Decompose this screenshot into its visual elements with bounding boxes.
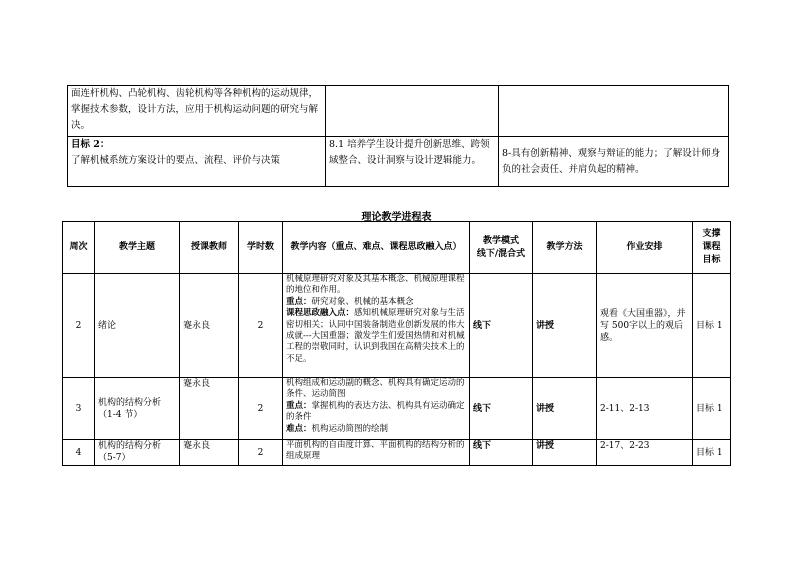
content-key <box>286 297 466 308</box>
progress-table-caption: 理论教学进程表 <box>361 212 432 223</box>
mode-cell: 线下 <box>470 274 533 378</box>
topic-cell: 绪论 <box>95 274 180 378</box>
header-content: 教学内容（重点、难点、课程思政融入点） <box>283 222 470 274</box>
key-text: 掌握机构的表达方法、机构具有运动确定的条件 <box>286 400 465 423</box>
header-mode <box>470 222 533 274</box>
table-row <box>63 440 731 466</box>
objectives-row <box>68 86 729 137</box>
header-hours: 学时数 <box>239 222 283 274</box>
header-teacher: 授课教师 <box>180 222 239 274</box>
content-intro: 机械原理研究对象及其基本概念、机械原理课程的地位和作用。 <box>286 274 465 296</box>
teacher-cell: 蹇永良 <box>180 274 239 378</box>
header-target-line2: 课程 <box>702 242 721 252</box>
teacher-cell: 蹇永良 <box>180 378 239 440</box>
content-ideology <box>286 308 466 365</box>
week-cell: 3 <box>63 378 95 440</box>
header-mode-line2: 线下/混合式 <box>476 248 526 259</box>
header-target-line3: 目标 <box>702 255 721 265</box>
content-intro: 机构组成和运动副的概念、机构具有确定运动的条件、运动简图 <box>286 378 465 400</box>
objective-2-cell <box>68 137 326 187</box>
topic-cell: 机构的结构分析（1-4 节） <box>95 378 180 440</box>
difficulty-label: 难点： <box>286 423 312 434</box>
objective-1-requirement <box>499 86 729 137</box>
homework-cell: 2-11、2-13 <box>597 378 693 440</box>
homework-cell: 观看《大国重器》，并写 500字以上的观后感。 <box>597 274 693 378</box>
hours-cell: 2 <box>239 378 283 440</box>
header-target-line1: 支撑 <box>702 229 721 239</box>
method-cell: 讲授 <box>533 274 597 378</box>
header-method: 教学方法 <box>533 222 597 274</box>
objective-1-indicator <box>326 86 499 137</box>
difficulty-text: 机构运动简图的绘制 <box>311 423 389 434</box>
method-cell: 讲授 <box>533 440 597 466</box>
header-week: 周次 <box>63 222 95 274</box>
header-mode-line1: 教学模式 <box>482 235 519 246</box>
content-cell <box>283 378 470 440</box>
target-cell: 目标 1 <box>693 378 731 440</box>
content-cell <box>283 274 470 378</box>
teacher-cell: 蹇永良 <box>180 440 239 466</box>
week-cell: 2 <box>63 274 95 378</box>
target-cell: 目标 1 <box>693 274 731 378</box>
topic-cell: 机构的结构分析（5-7） <box>95 440 180 466</box>
key-text: 研究对象、机械的基本概念 <box>311 296 414 307</box>
content-difficulty <box>286 424 466 435</box>
key-label: 重点： <box>286 400 312 411</box>
table-row <box>63 274 731 378</box>
target-cell: 目标 1 <box>693 440 731 466</box>
week-cell: 4 <box>63 440 95 466</box>
mode-cell: 线下 <box>470 440 533 466</box>
hours-cell: 2 <box>239 440 283 466</box>
key-label: 重点： <box>286 296 312 307</box>
objectives-table <box>67 85 729 187</box>
hours-cell: 2 <box>239 274 283 378</box>
header-target <box>693 222 731 274</box>
objective-1-text: 面连杆机构、凸轮机构、齿轮机构等各种机构的运动规律，掌握技术参数，设计方法，应用于机构运动问题的研究与解决。 <box>68 86 326 137</box>
table-row <box>63 378 731 440</box>
header-homework: 作业安排 <box>597 222 693 274</box>
method-cell: 讲授 <box>533 378 597 440</box>
homework-cell: 2-17、2-23 <box>597 440 693 466</box>
objectives-row <box>68 137 729 187</box>
header-topic: 教学主题 <box>95 222 180 274</box>
objective-2-title: 目标 2： <box>71 139 110 150</box>
content-key <box>286 401 466 424</box>
mode-cell: 线下 <box>470 378 533 440</box>
header-row <box>63 222 731 274</box>
content-cell: 平面机构的自由度计算、平面机构的结构分析的组成原理 <box>283 440 470 466</box>
objective-2-indicator: 8.1 培养学生设计提升创新思维、跨领域整合、设计洞察与设计逻辑能力。 <box>326 137 499 187</box>
objective-2-text: 了解机械系统方案设计的要点、流程、评价与决策 <box>71 155 281 166</box>
objective-2-requirement: 8-具有创新精神、观察与辩证的能力；了解设计师身负的社会责任、并肩负起的精神。 <box>499 137 729 187</box>
progress-table <box>62 221 731 466</box>
ideology-label: 课程思政融入点： <box>286 308 355 319</box>
ideology-text: 感知机械原理研究对象与生活密切相关；认同中国装备制造业创新发展的伟大成就---大国重器；激发学生们爱国热情和对机械工程的崇敬同时，认识到我国在高精尖技术上的不足。 <box>286 308 465 364</box>
